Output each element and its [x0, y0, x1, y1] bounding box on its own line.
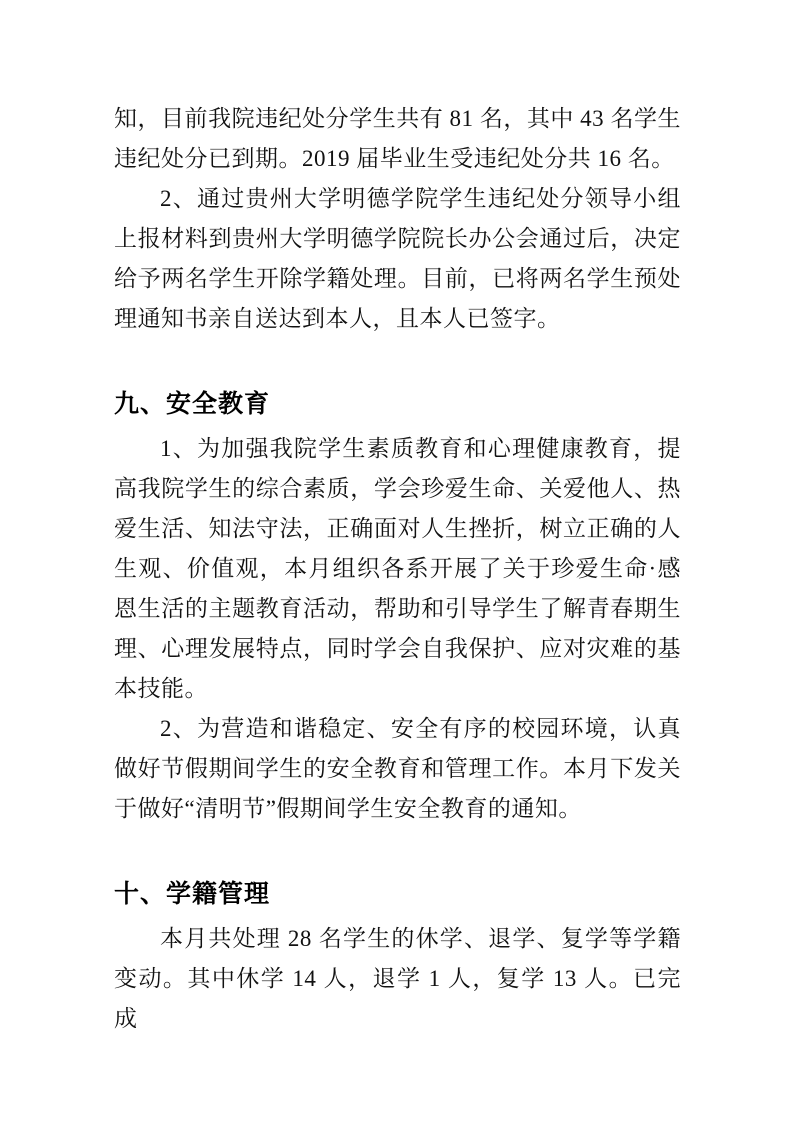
body-paragraph-discipline-continuation: 知，目前我院违纪处分学生共有 81 名，其中 43 名学生违纪处分已到期。2019 届毕业生受违纪处分共 16 名。	[114, 106, 681, 171]
section-heading-student-status-management: 十、学籍管理	[114, 880, 271, 908]
body-paragraph-safety-item-1: 1、为加强我院学生素质教育和心理健康教育，提高我院学生的综合素质，学会珍爱生命、关爱他人、热爱生活、知法守法，正确面对人生挫折，树立正确的人生观、价值观，本月组织各系开展了关于珍爱生命·感恩生活的主题教育活动，帮助和引导学生了解青春期生理、心理发展特点，同时学会自我保护、应对灾难的基本技能。	[114, 436, 681, 701]
section-heading-safety-education: 九、安全教育	[114, 390, 271, 418]
body-paragraph-student-status: 本月共处理 28 名学生的休学、退学、复学等学籍变动。其中休学 14 人，退学 1 人，复学 13 人。已完成	[114, 926, 681, 1031]
body-paragraph-discipline-expulsion: 2、通过贵州大学明德学院学生违纪处分领导小组上报材料到贵州大学明德学院院长办公会通过后，决定给予两名学生开除学籍处理。目前，已将两名学生预处理通知书亲自送达到本人，且本人已签字。	[114, 186, 681, 331]
body-paragraph-safety-item-2: 2、为营造和谐稳定、安全有序的校园环境，认真做好节假期间学生的安全教育和管理工作。本月下发关于做好“清明节”假期间学生安全教育的通知。	[114, 716, 681, 821]
